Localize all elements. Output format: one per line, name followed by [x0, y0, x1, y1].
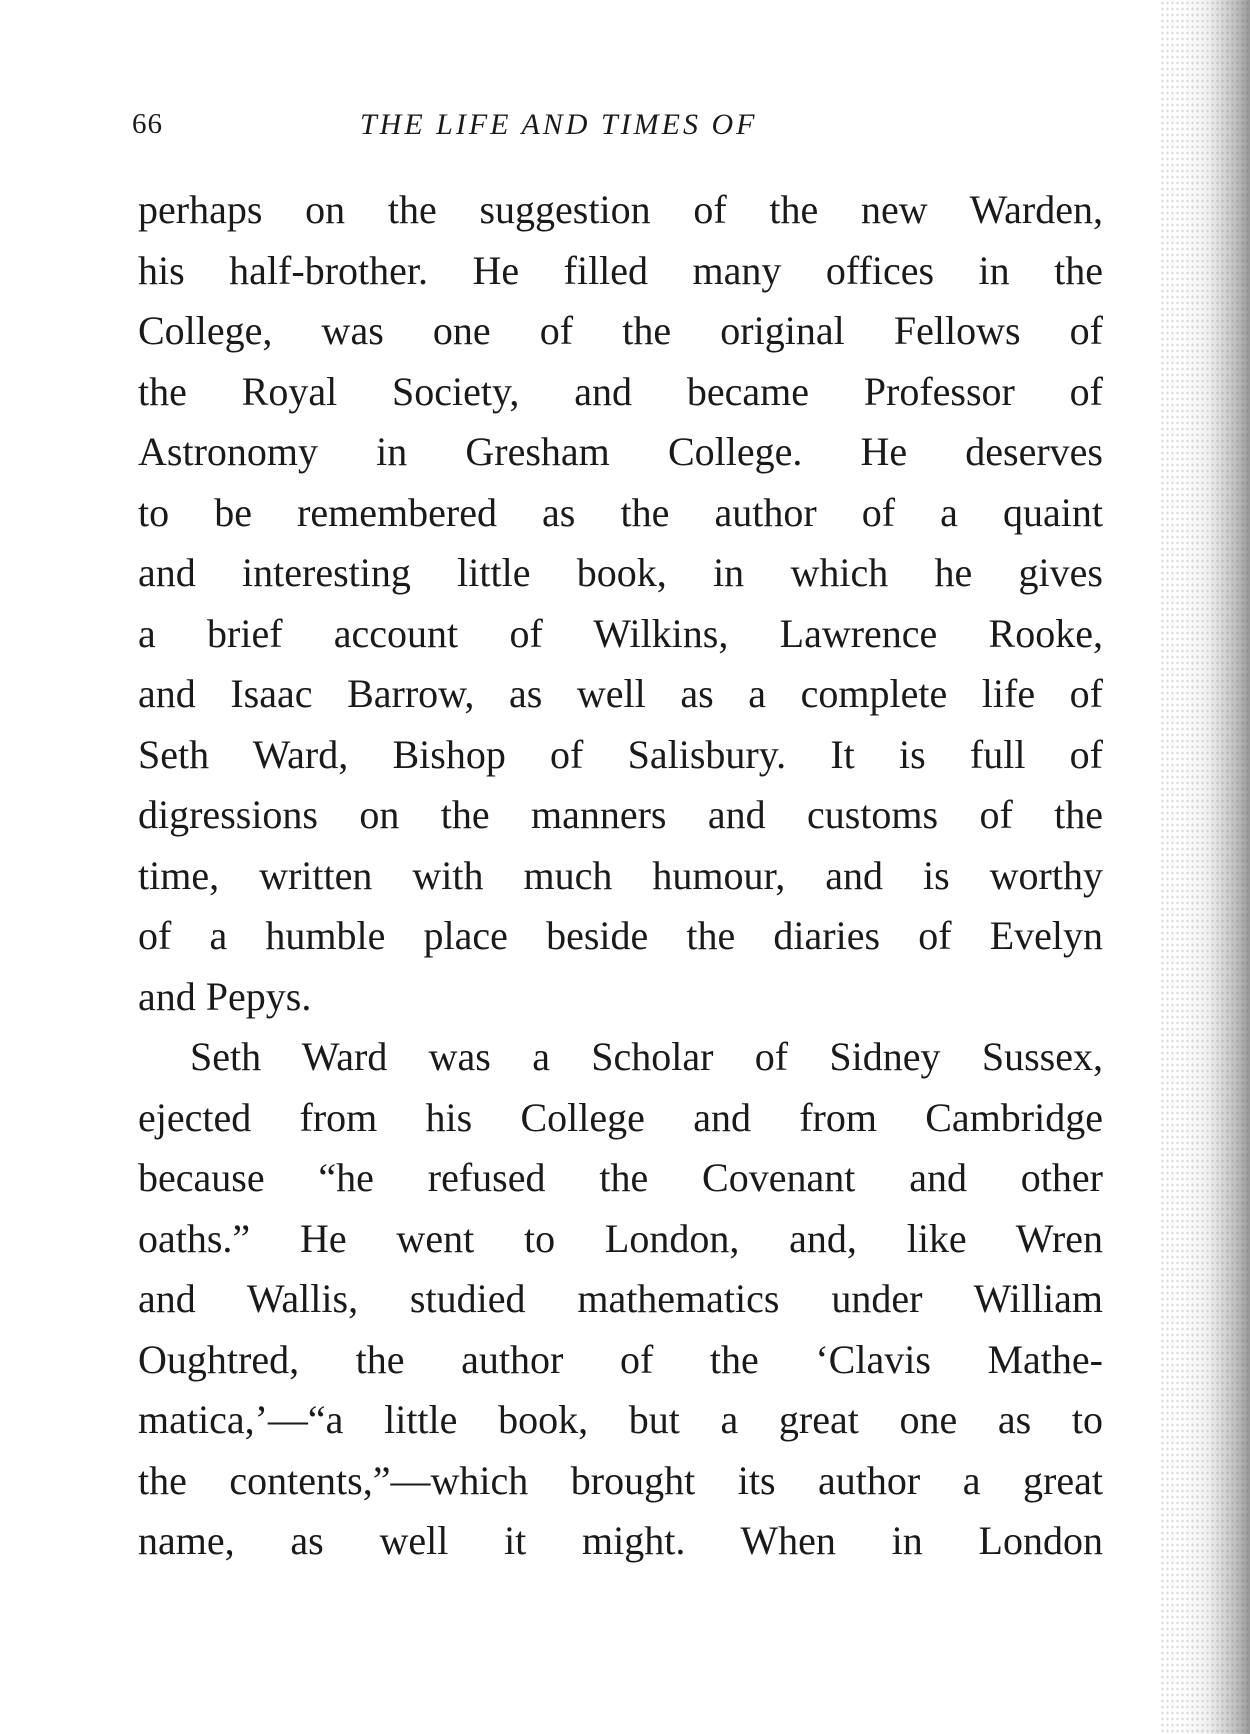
text-line: and Pepys.	[138, 973, 312, 1019]
text-line: the Royal Society, and became Professor of	[138, 368, 1103, 414]
text-line: perhaps on the suggestion of the new Warden,	[138, 187, 1103, 232]
text-line: oaths.” He went to London, and, like Wren	[138, 1215, 1103, 1261]
text-line: because “he refused the Covenant and other	[138, 1155, 1103, 1200]
text-line: of a humble place beside the diaries of Evelyn	[138, 913, 1103, 958]
text-line: Seth Ward, Bishop of Salisbury. It is full of	[138, 731, 1103, 777]
running-title: THE LIFE AND TIMES OF	[360, 108, 758, 141]
text-line: a brief account of Wilkins, Lawrence Rooke,	[138, 610, 1103, 656]
paragraph-2	[138, 1027, 1103, 1572]
text-line: ejected from his College and from Cambridge	[138, 1094, 1103, 1140]
text-line: time, written with much humour, and is worthy	[138, 852, 1103, 898]
running-head	[132, 108, 1092, 148]
text-line: Seth Ward was a Scholar of Sidney Sussex,	[190, 1034, 1103, 1079]
body-text	[138, 180, 1103, 1572]
text-line: digressions on the manners and customs of the	[138, 792, 1103, 837]
text-line: and interesting little book, in which he gives	[138, 550, 1103, 595]
text-line: College, was one of the original Fellows of	[138, 308, 1103, 353]
text-line: to be remembered as the author of a quaint	[138, 489, 1103, 535]
paragraph-1	[138, 180, 1103, 1027]
text-line: and Wallis, studied mathematics under William	[138, 1276, 1103, 1321]
text-line: and Isaac Barrow, as well as a complete life of	[138, 671, 1103, 716]
page-number: 66	[132, 108, 163, 140]
page-edge-speckle	[1160, 0, 1250, 1734]
text-line: Oughtred, the author of the ‘Clavis Mathe-	[138, 1336, 1103, 1382]
text-line: name, as well it might. When in London	[138, 1518, 1103, 1563]
text-line: matica,’—“a little book, but a great one as to	[138, 1397, 1103, 1442]
text-line: his half-brother. He filled many offices in the	[138, 247, 1103, 293]
text-line: the contents,”—which brought its author a great	[138, 1457, 1103, 1503]
text-line: Astronomy in Gresham College. He deserves	[138, 429, 1103, 474]
